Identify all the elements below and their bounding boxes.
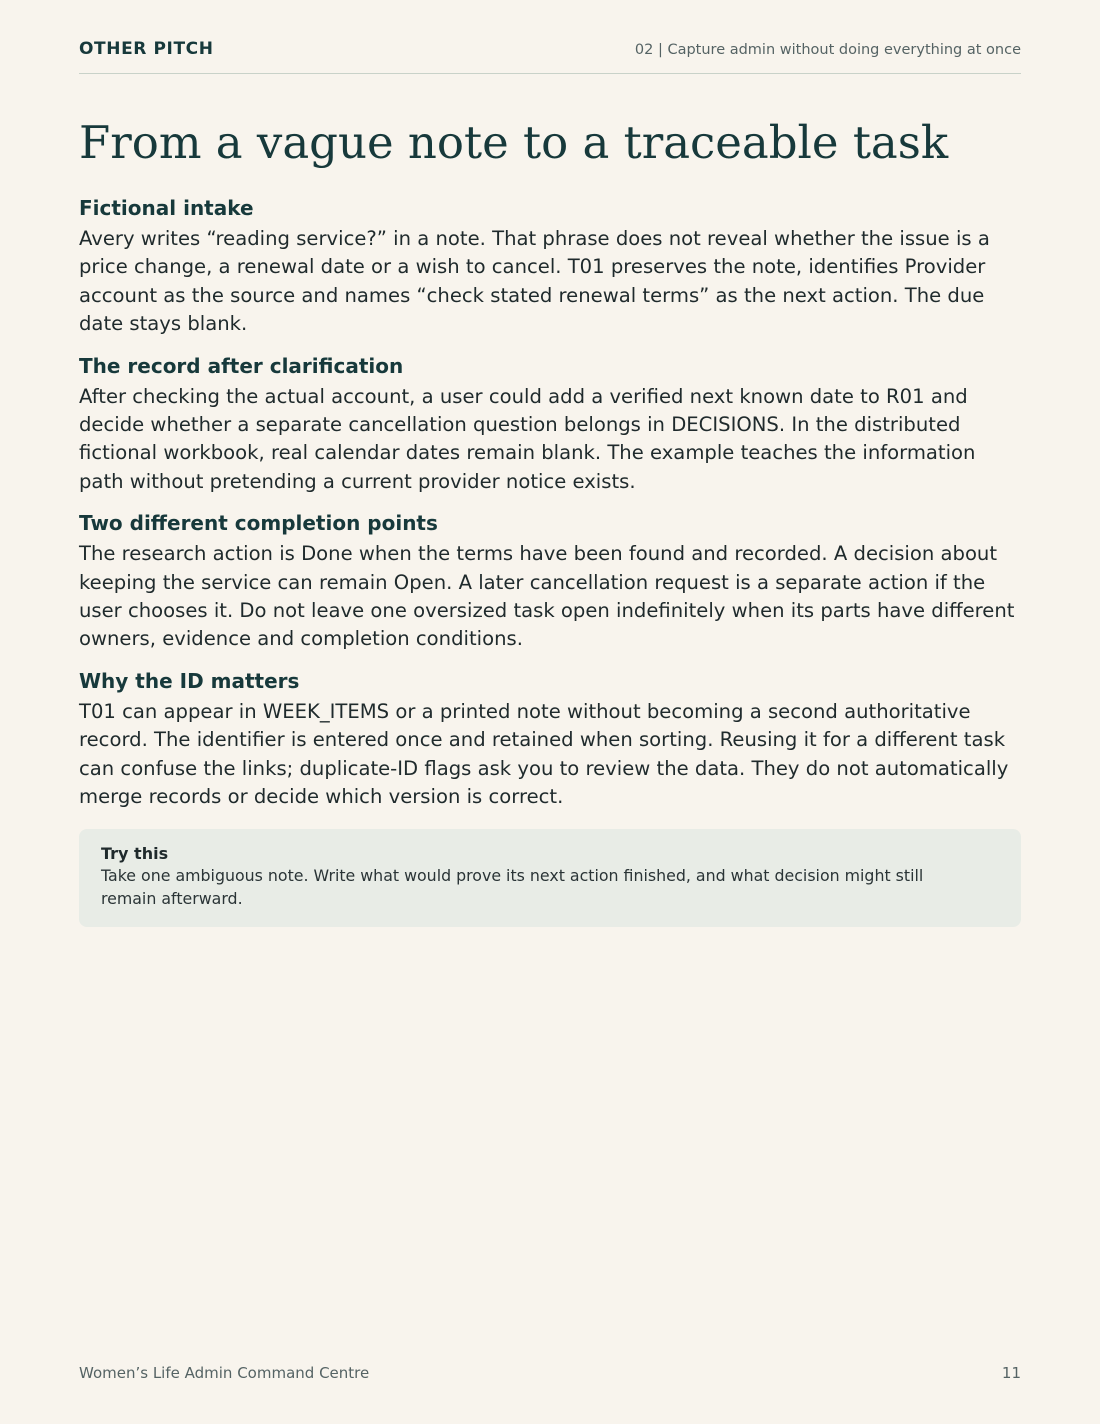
section-body: The research action is Done when the terms have been found and recorded. A decision about keeping the service can remain Open. A later cancellation request is a separate action if the user chooses it. Do not leave one oversized task open indefinitely when its parts have different owners, evidence and completion conditions.: [79, 542, 1015, 651]
section-body: Avery writes “reading service?” in a note. That phrase does not reveal whether the issue is a price change, a renewal date or a wish to cancel. T01 preserves the note, identifies Provider account as the source and names “check stated renewal terms” as the next action. The due date stays blank.: [79, 227, 990, 336]
page: [79, 0, 1021, 1424]
callout-title: Try this: [101, 844, 169, 863]
content: [79, 195, 1021, 826]
try-this-callout: [79, 829, 1021, 927]
callout-body: Take one ambiguous note. Write what would prove its next action finished, and what decision might still remain afterward.: [101, 866, 924, 908]
section-heading: The record after clarification: [79, 353, 404, 378]
footer-doc-title: Women’s Life Admin Command Centre: [79, 1364, 370, 1382]
section-body: After checking the actual account, a user could add a verified next known date to R01 and decide whether a separate cancellation question belongs in DECISIONS. In the distributed fictional workbook, real calendar dates remain blank. The example teaches the information path without pretending a current provider notice exists.: [79, 384, 976, 493]
page-title: From a vague note to a traceable task: [79, 116, 949, 169]
section-heading: Two different completion points: [79, 511, 438, 536]
page-number: 11: [1001, 1364, 1021, 1382]
section-completion-points: [79, 510, 1021, 654]
section-body: T01 can appear in WEEK_ITEMS or a printed note without becoming a second authoritative record. The identifier is entered once and retained when sorting. Reusing it for a different task can confuse the links; duplicate-ID flags ask you to review the data. They do not automatically merge records or decide which version is correct.: [79, 699, 1009, 809]
section-heading: Fictional intake: [79, 196, 254, 220]
section-label: 02 | Capture admin without doing everything at once: [634, 42, 1021, 58]
section-record-after-clarification: [79, 353, 1021, 497]
section-fictional-intake: [79, 195, 1021, 339]
page-header: [79, 38, 1021, 74]
brand-label: OTHER PITCH: [79, 39, 214, 59]
section-heading: Why the ID matters: [79, 668, 300, 693]
section-why-id-matters: [79, 668, 1021, 812]
